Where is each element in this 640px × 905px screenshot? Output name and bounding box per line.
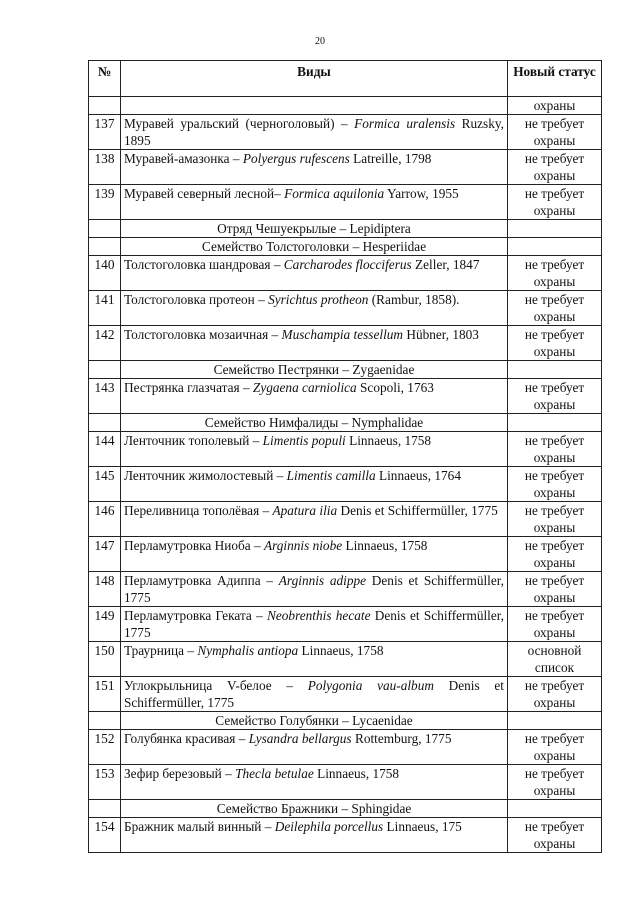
table-group-row [89, 220, 602, 238]
status-cell: не требует охраны [508, 379, 602, 414]
species-cell [121, 291, 508, 326]
species-author: Latreille, 1798 [349, 151, 432, 166]
row-number: 154 [89, 818, 121, 853]
species-cell [121, 326, 508, 361]
species-common-name: Бражник малый винный – [124, 819, 275, 834]
species-latin-name: Neobrenthis hecate [267, 608, 371, 623]
species-cell [121, 502, 508, 537]
table-row [89, 379, 602, 414]
taxon-group-heading: Семейство Толстоголовки – Hesperiidae [121, 238, 508, 256]
header-new-status: Новый статус [508, 61, 602, 97]
species-author: Denis et Schiffermüller, 1775 [124, 608, 504, 640]
species-author: Denis et Schiffermüller, 1775 [337, 503, 498, 518]
row-number: 143 [89, 379, 121, 414]
table-row [89, 326, 602, 361]
species-author: (Rambur, 1858). [368, 292, 460, 307]
species-common-name: Пестрянка глазчатая – [124, 380, 253, 395]
species-common-name: Муравей уральский (черноголовый) – [124, 116, 355, 131]
species-author: Linnaeus, 175 [383, 819, 462, 834]
species-cell [121, 537, 508, 572]
row-number: 151 [89, 677, 121, 712]
species-cell [121, 256, 508, 291]
row-number: 150 [89, 642, 121, 677]
species-author: Ruzsky, 1895 [124, 116, 504, 148]
row-number [89, 238, 121, 256]
species-cell [121, 730, 508, 765]
table-row [89, 467, 602, 502]
row-number: 139 [89, 185, 121, 220]
row-number [89, 97, 121, 115]
species-latin-name: Zygaena carniolica [252, 380, 357, 395]
table-row [89, 185, 602, 220]
species-latin-name: Formica uralensis [354, 116, 456, 131]
header-number: № [89, 61, 121, 97]
status-cell [508, 238, 602, 256]
species-common-name: Перламутровка Адиппа – [124, 573, 279, 588]
table-row [89, 765, 602, 800]
species-common-name: Муравей-амазонка – [124, 151, 243, 166]
species-cell [121, 150, 508, 185]
species-common-name: Зефир березовый – [124, 766, 236, 781]
table-row [89, 256, 602, 291]
species-cell [121, 185, 508, 220]
species-cell [121, 607, 508, 642]
status-cell: не требует охраны [508, 765, 602, 800]
taxon-group-heading: Семейство Голубянки – Lycaenidae [121, 712, 508, 730]
row-number: 142 [89, 326, 121, 361]
status-cell: не требует охраны [508, 607, 602, 642]
row-number: 147 [89, 537, 121, 572]
taxon-group-heading: Семейство Нимфалиды – Nymphalidae [121, 414, 508, 432]
species-author: Linnaeus, 1764 [375, 468, 461, 483]
status-cell [508, 361, 602, 379]
species-common-name: Углокрыльница V-белое – [124, 678, 308, 693]
header-species: Виды [121, 61, 508, 97]
status-cell: охраны [508, 97, 602, 115]
table-row [89, 730, 602, 765]
row-number: 138 [89, 150, 121, 185]
status-cell [508, 414, 602, 432]
table-group-row [89, 238, 602, 256]
species-latin-name: Limentis populi [262, 433, 346, 448]
species-cell [121, 572, 508, 607]
species-latin-name: Lysandra bellargus [248, 731, 352, 746]
status-cell: не требует охраны [508, 115, 602, 150]
status-cell: не требует охраны [508, 291, 602, 326]
table-row [89, 818, 602, 853]
species-latin-name: Arginnis niobe [263, 538, 343, 553]
species-author: Yarrow, 1955 [384, 186, 459, 201]
row-number [89, 361, 121, 379]
status-cell [508, 220, 602, 238]
species-latin-name: Thecla betulae [235, 766, 314, 781]
species-common-name: Толстоголовка мозаичная – [124, 327, 282, 342]
row-number [89, 414, 121, 432]
species-cell [121, 432, 508, 467]
status-cell: не требует охраны [508, 432, 602, 467]
species-cell [121, 765, 508, 800]
species-author: Linnaeus, 1758 [345, 433, 432, 448]
status-cell [508, 800, 602, 818]
species-author: Denis et Schiffermüller, 1775 [124, 573, 504, 605]
species-common-name: Переливница тополёвая – [124, 503, 273, 518]
species-author: Scopoli, 1763 [356, 380, 434, 395]
table-row [89, 677, 602, 712]
species-cell [121, 677, 508, 712]
species-author: Linnaeus, 1758 [342, 538, 428, 553]
status-cell: не требует охраны [508, 572, 602, 607]
species-author: Linnaeus, 1758 [313, 766, 400, 781]
species-latin-name: Polyergus rufescens [242, 151, 350, 166]
table-row [89, 115, 602, 150]
species-latin-name: Apatura ilia [272, 503, 338, 518]
table-group-row [89, 361, 602, 379]
species-cell [121, 379, 508, 414]
status-cell: не требует охраны [508, 677, 602, 712]
species-common-name: Ленточник жимолостевый – [124, 468, 287, 483]
species-latin-name: Syrichtus protheon [268, 292, 369, 307]
table-row-continued [89, 97, 602, 115]
species-cell [121, 818, 508, 853]
page-number: 20 [315, 36, 325, 47]
species-common-name: Траурница – [124, 643, 198, 658]
species-cell [121, 467, 508, 502]
species-latin-name: Arginnis adippe [278, 573, 367, 588]
species-author: Linnaeus, 1758 [298, 643, 384, 658]
species-author: Hübner, 1803 [403, 327, 479, 342]
status-cell: не требует охраны [508, 730, 602, 765]
table-group-row [89, 800, 602, 818]
species-cell [121, 97, 508, 115]
row-number: 149 [89, 607, 121, 642]
row-number: 152 [89, 730, 121, 765]
row-number [89, 220, 121, 238]
species-latin-name: Muschampia tessellum [281, 327, 404, 342]
row-number [89, 712, 121, 730]
row-number: 148 [89, 572, 121, 607]
species-common-name: Перламутровка Ниоба – [124, 538, 264, 553]
table-row [89, 607, 602, 642]
table-row [89, 291, 602, 326]
table-group-row [89, 414, 602, 432]
table-row [89, 502, 602, 537]
table-row [89, 150, 602, 185]
species-latin-name: Carcharodes flocciferus [283, 257, 412, 272]
taxon-group-heading: Семейство Бражники – Sphingidae [121, 800, 508, 818]
species-author: Zeller, 1847 [411, 257, 480, 272]
species-common-name: Толстоголовка протеон – [124, 292, 269, 307]
status-cell: не требует охраны [508, 467, 602, 502]
row-number [89, 800, 121, 818]
species-latin-name: Polygonia vau-album [307, 678, 434, 693]
taxon-group-heading: Отряд Чешуекрылые – Lepidiptera [121, 220, 508, 238]
species-common-name: Толстоголовка шандровая – [124, 257, 284, 272]
species-status-table [88, 60, 602, 853]
species-cell [121, 115, 508, 150]
table-row [89, 537, 602, 572]
status-cell: не требует охраны [508, 502, 602, 537]
species-common-name: Перламутровка Геката – [124, 608, 267, 623]
row-number: 153 [89, 765, 121, 800]
status-cell: не требует охраны [508, 818, 602, 853]
row-number: 141 [89, 291, 121, 326]
status-cell [508, 712, 602, 730]
table-row [89, 432, 602, 467]
species-cell [121, 642, 508, 677]
table-body [89, 97, 602, 853]
table-row [89, 572, 602, 607]
species-author: Rottemburg, 1775 [351, 731, 452, 746]
species-latin-name: Formica aquilonia [284, 186, 385, 201]
species-common-name: Ленточник тополевый – [124, 433, 263, 448]
row-number: 145 [89, 467, 121, 502]
row-number: 144 [89, 432, 121, 467]
status-cell: не требует охраны [508, 150, 602, 185]
status-cell: основной список [508, 642, 602, 677]
status-cell: не требует охраны [508, 185, 602, 220]
row-number: 140 [89, 256, 121, 291]
species-latin-name: Nymphalis antiopa [197, 643, 299, 658]
species-author: Denis et Schiffermüller, 1775 [124, 678, 504, 710]
species-latin-name: Limentis camilla [286, 468, 376, 483]
row-number: 137 [89, 115, 121, 150]
status-cell: не требует охраны [508, 537, 602, 572]
table-header-row [89, 61, 602, 97]
table-row [89, 642, 602, 677]
species-common-name: Муравей северный лесной– [124, 186, 285, 201]
status-cell: не требует охраны [508, 256, 602, 291]
species-common-name: Голубянка красивая – [124, 731, 249, 746]
status-cell: не требует охраны [508, 326, 602, 361]
table-group-row [89, 712, 602, 730]
row-number: 146 [89, 502, 121, 537]
taxon-group-heading: Семейство Пестрянки – Zygaenidae [121, 361, 508, 379]
species-latin-name: Deilephila porcellus [274, 819, 384, 834]
